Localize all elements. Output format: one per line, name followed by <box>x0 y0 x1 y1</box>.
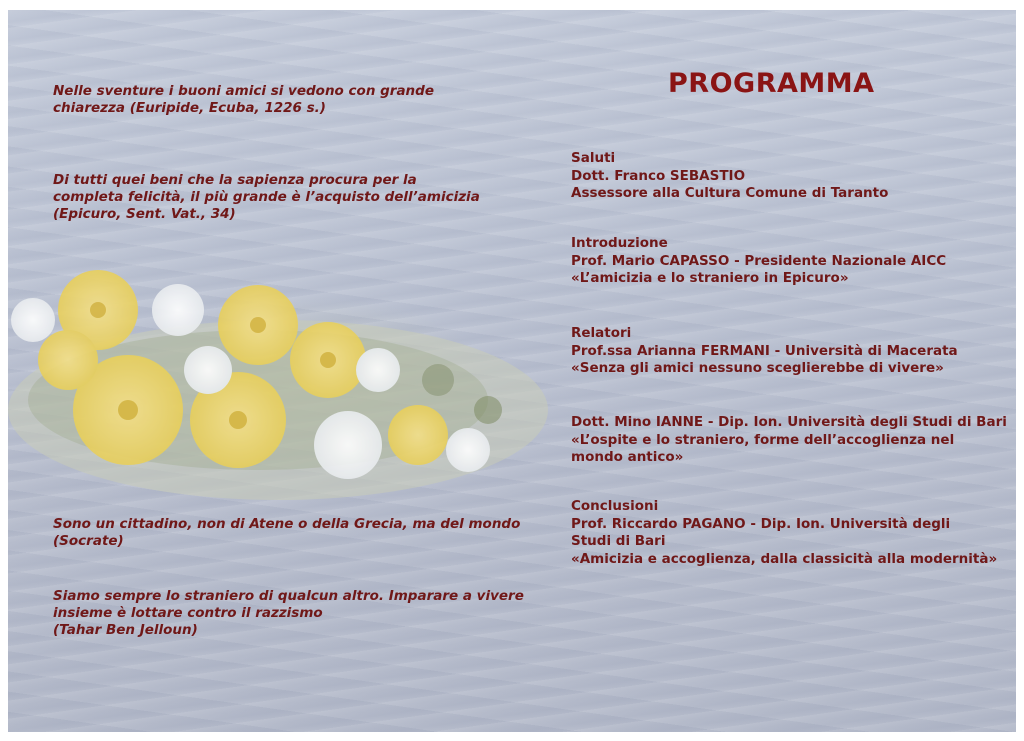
program-line: Studi di Bari <box>571 533 666 549</box>
program-line: «Senza gli amici nessuno sceglierebbe di vivere» <box>571 360 944 376</box>
program-introduzione <box>571 235 946 288</box>
quote-line: completa felicità, il più grande è l’acquisto dell’amicizia <box>53 189 480 205</box>
quote-line: Nelle sventure i buoni amici si vedono con grande <box>53 83 434 99</box>
program-line: «L’amicizia e lo straniero in Epicuro» <box>571 270 849 286</box>
quote-line: (Socrate) <box>53 533 124 549</box>
program-line: Prof. Mario CAPASSO - Presidente Nazionale AICC <box>571 252 947 269</box>
quote-line: (Epicuro, Sent. Vat., 34) <box>53 206 236 222</box>
quote-line: Sono un cittadino, non di Atene o della Grecia, ma del mondo <box>53 516 521 532</box>
quote-line: chiarezza (Euripide, Ecuba, 1226 s.) <box>53 100 326 116</box>
program-line: Prof.ssa Arianna FERMANI - Università di Macerata <box>571 342 958 359</box>
program-line: Dott. Franco SEBASTIO <box>571 167 746 184</box>
program-line: «L’ospite e lo straniero, forme dell’accoglienza nel <box>571 431 955 448</box>
program-relatori <box>571 325 958 378</box>
program-line: Prof. Riccardo PAGANO - Dip. Ion. Università degli <box>571 515 951 532</box>
program-line: «Amicizia e accoglienza, dalla classicità alla modernità» <box>571 550 998 567</box>
quote-socrate <box>53 516 520 550</box>
program-line: Saluti <box>571 150 616 166</box>
flower-wreath-image <box>8 250 568 530</box>
quote-ben-jelloun <box>53 588 524 639</box>
program-ianne <box>571 414 1007 467</box>
program-line: Conclusioni <box>571 498 659 514</box>
quote-line: Siamo sempre lo straniero di qualcun altro. Imparare a vivere <box>53 588 524 604</box>
program-line: Relatori <box>571 325 632 341</box>
brochure-page <box>8 10 1016 732</box>
program-line: Assessore alla Cultura Comune di Taranto <box>571 185 889 201</box>
program-saluti <box>571 150 888 203</box>
quote-euripide <box>53 83 434 117</box>
program-line: Introduzione <box>571 235 668 251</box>
quote-line: (Tahar Ben Jelloun) <box>53 622 198 638</box>
quote-epicuro <box>53 172 480 223</box>
program-line: Dott. Mino IANNE - Dip. Ion. Università degli Studi di Bari <box>571 414 1007 430</box>
quote-line: insieme è lottare contro il razzismo <box>53 605 323 621</box>
program-title: PROGRAMMA <box>668 68 875 99</box>
quote-line: Di tutti quei beni che la sapienza procura per la <box>53 172 417 188</box>
program-conclusioni <box>571 498 997 568</box>
program-line: mondo antico» <box>571 449 684 465</box>
